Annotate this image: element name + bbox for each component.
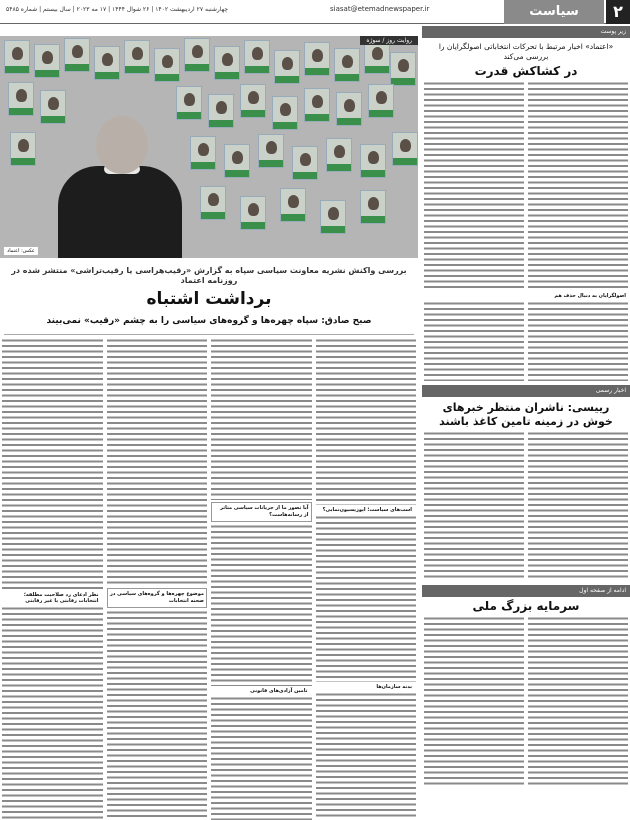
crosshead-2: بدنه سازمان‌ها <box>376 683 412 690</box>
story1-text-cont2 <box>424 301 524 381</box>
story2-text-left <box>424 431 524 581</box>
photo-credit: عکس: اعتماد <box>4 247 38 255</box>
story1-subhead: «اعتماد» اخبار مرتبط با تحرکات انتخاباتی اصولگرایان را بررسی می‌کند <box>438 42 614 61</box>
story3-kicker: ادامه از صفحه اول <box>422 585 630 597</box>
crosshead-4: نظر ادعای رد صلاحیت مطلقه؛ انتخابات رقابتی یا غیر رقابتی <box>23 592 99 605</box>
lead-photo <box>0 36 418 258</box>
story2-kicker: اخبار رسمی <box>422 385 630 397</box>
page-header <box>0 0 630 24</box>
photo-tag: روایت روز / سوژه <box>360 36 418 45</box>
story1-text-right <box>528 81 628 291</box>
page-number: ۲ <box>606 0 630 24</box>
lead-subhead: بررسی واکنش نشریه معاونت سیاسی سپاه به گزارش «رقیب‌هراسی یا رقیب‌تراشی» منتشر شده در روزنامه اعتماد <box>11 266 407 286</box>
site-email: siasat@etemadnewspaper.ir <box>330 5 430 13</box>
crosshead-1: اسب‌های سیاست؛ اپوزیسیون‌نمایی؟ <box>322 507 412 514</box>
lead-col-1 <box>316 338 417 820</box>
pull-quote-1: آیا تصور ما از جریانات سیاسی متاثر از رسانه‌هاست؟ <box>211 502 312 522</box>
story3-text-right <box>528 616 628 786</box>
issue-info: چهارشنبه ۲۷ اردیبهشت ۱۴۰۲ | ۲۶ شوال ۱۴۴۴ | ۱۷ مه ۲۰۲۳ | سال بیستم | شماره ۵۴۸۵ <box>6 6 229 13</box>
crosshead-3: تامین آزادی‌های قانونی <box>250 688 308 695</box>
right-column <box>422 26 630 820</box>
section-title: سیاست <box>504 0 604 24</box>
lead-col-4 <box>2 338 103 820</box>
story2-headline: رییسی: ناشران منتظر خبرهای خوش در زمینه تامین کاغذ باشند <box>439 400 613 428</box>
man-figure <box>58 166 182 258</box>
lead-col-3 <box>107 338 208 820</box>
story1-kicker: زیر پوست <box>422 26 630 38</box>
main-column <box>0 26 418 820</box>
lead-deck: صبح صادق: سپاه چهره‌ها و گروه‌های سیاسی را به چشم «رقیب» نمی‌بیند <box>46 315 372 326</box>
story1-headline: در کشاکش قدرت <box>474 63 578 78</box>
story1-crosshead: اصولگرایان به دنبال حذف هم <box>554 292 626 299</box>
story3-headline: سرمایه بزرگ ملی <box>472 599 580 614</box>
lead-col-2 <box>211 338 312 820</box>
pull-quote-2: موضوع چهره‌ها و گروه‌های سیاسی در صحنه انتخابات <box>107 588 208 608</box>
story2-text-right <box>528 431 628 581</box>
lead-headline: برداشت اشتباه <box>146 288 272 309</box>
story1-text-left <box>424 81 524 291</box>
story3-text-left <box>424 616 524 786</box>
story1-text-cont <box>528 301 628 381</box>
